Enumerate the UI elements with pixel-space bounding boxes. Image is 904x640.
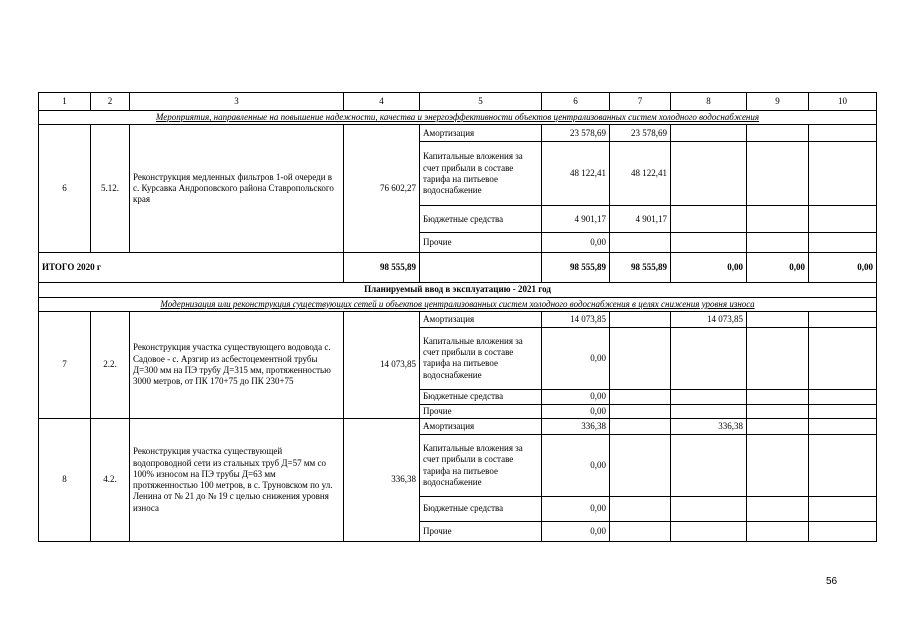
table-row [39,125,877,142]
empty-cell [809,497,877,522]
col-header: 7 [610,93,671,111]
value-col6: 336,38 [542,419,610,435]
col-header: 6 [542,93,610,111]
funding-source: Прочие [420,522,542,542]
empty-cell [671,206,747,233]
col-header: 1 [39,93,91,111]
value-2020-col7: 23 578,69 [610,125,671,142]
value-col6: 0,00 [542,497,610,522]
total-col7: 98 555,89 [610,253,671,283]
empty-cell [610,311,671,327]
empty-cell [809,522,877,542]
funding-source: Бюджетные средства [420,206,542,233]
value-col6: 0,00 [542,233,610,253]
plan-title: Планируемый ввод в эксплуатацию - 2021 год [39,283,877,297]
empty-cell [610,435,671,497]
measure-total: 76 602,27 [344,125,420,253]
funding-source: Бюджетные средства [420,497,542,522]
empty-cell [809,404,877,418]
empty-cell [809,419,877,435]
col-header: 8 [671,93,747,111]
row-number: 6 [39,125,91,253]
value-col7 [610,233,671,253]
funding-source: Амортизация [420,419,542,435]
empty-cell [747,206,809,233]
empty-cell [671,233,747,253]
funding-source: Прочие [420,404,542,418]
col-header: 10 [809,93,877,111]
value-2020-col6: 23 578,69 [542,125,610,142]
section-title: Мероприятия, направленные на повышение надежности, качества и энергоэффективности объектов централизованных систем холодного водоснабжения [39,111,877,125]
empty-cell [809,206,877,233]
empty-cell [747,389,809,404]
section-title: Модернизация или реконструкция существующих сетей и объектов централизованных систем холодного водоснабжения в целях снижения уровня износа [39,297,877,311]
measure-name: Реконструкция участка существующего водовода с. Садовое - с. Арзгир из асбестоцементной трубы Д=300 мм на ПЭ трубу Д=315 мм, протяженностью 3000 метров, от ПК 170+75 до ПК 230+75 [130,311,344,418]
measure-total: 14 073,85 [344,311,420,418]
value-col6: 0,00 [542,522,610,542]
col-header: 9 [747,93,809,111]
value-col6: 0,00 [542,389,610,404]
table-row [39,419,877,435]
measure-code: 5.12. [91,125,130,253]
value-col6: 48 122,41 [542,142,610,206]
total-sum: 98 555,89 [344,253,420,283]
empty-cell [610,404,671,418]
empty-cell [610,327,671,389]
empty-cell [809,389,877,404]
total-label: ИТОГО 2020 г [39,253,344,283]
measure-name: Реконструкция медленных фильтров 1-ой очереди в с. Курсавка Андроповского района Ставропольского края [130,125,344,253]
value-col8 [671,404,747,418]
value-col8 [671,435,747,497]
empty-cell [809,311,877,327]
value-col8: 14 073,85 [671,311,747,327]
total-col6: 98 555,89 [542,253,610,283]
measure-name: Реконструкция участка существующей водопроводной сети из стальных труб Д=57 мм со 100% износом на ПЭ трубы Д=63 мм протяженностью 100 метров, в с. Труновском по ул. Ленина от № 21 до № 19 с целью снижения уровня износа [130,419,344,542]
value-col8: 336,38 [671,419,747,435]
empty-cell [747,522,809,542]
empty-cell [747,311,809,327]
measure-code: 4.2. [91,419,130,542]
value-col6: 4 901,17 [542,206,610,233]
value-col7: 48 122,41 [610,142,671,206]
column-number-row [39,93,877,111]
section-row [39,111,877,125]
row-number: 7 [39,311,91,418]
section-row [39,297,877,311]
empty-cell [610,497,671,522]
empty-cell [747,233,809,253]
col-header: 5 [420,93,542,111]
page-number: 56 [826,576,838,587]
funding-source: Амортизация [420,125,542,142]
value-col6: 0,00 [542,404,610,418]
funding-source: Амортизация [420,311,542,327]
empty-cell [809,327,877,389]
empty-cell [420,253,542,283]
col-header: 4 [344,93,420,111]
empty-cell [747,404,809,418]
empty-cell [747,327,809,389]
table-row [39,311,877,327]
total-row [39,253,877,283]
funding-source: Капитальные вложения за счет прибыли в составе тарифа на питьевое водоснабжение [420,435,542,497]
funding-source: Капитальные вложения за счет прибыли в составе тарифа на питьевое водоснабжение [420,327,542,389]
total-col9: 0,00 [747,253,809,283]
total-col10: 0,00 [809,253,877,283]
empty-cell [747,497,809,522]
empty-cell [747,419,809,435]
investment-table [38,92,877,542]
measure-code: 2.2. [91,311,130,418]
empty-cell [809,435,877,497]
value-col6: 0,00 [542,327,610,389]
empty-cell [610,389,671,404]
row-number: 8 [39,419,91,542]
value-col6: 0,00 [542,435,610,497]
empty-cell [747,142,809,206]
value-col8 [671,522,747,542]
measure-total: 336,38 [344,419,420,542]
empty-cell [809,125,877,142]
empty-cell [809,142,877,206]
value-col8 [671,327,747,389]
funding-source: Капитальные вложения за счет прибыли в составе тарифа на питьевое водоснабжение [420,142,542,206]
empty-cell [809,233,877,253]
value-col8 [671,389,747,404]
empty-cell [671,125,747,142]
value-col8 [671,497,747,522]
funding-source: Бюджетные средства [420,389,542,404]
value-col6: 14 073,85 [542,311,610,327]
empty-cell [610,522,671,542]
total-col8: 0,00 [671,253,747,283]
empty-cell [747,125,809,142]
col-header: 3 [130,93,344,111]
empty-cell [747,435,809,497]
funding-source: Прочие [420,233,542,253]
plan-row [39,283,877,297]
empty-cell [610,419,671,435]
empty-cell [671,142,747,206]
col-header: 2 [91,93,130,111]
value-col7: 4 901,17 [610,206,671,233]
